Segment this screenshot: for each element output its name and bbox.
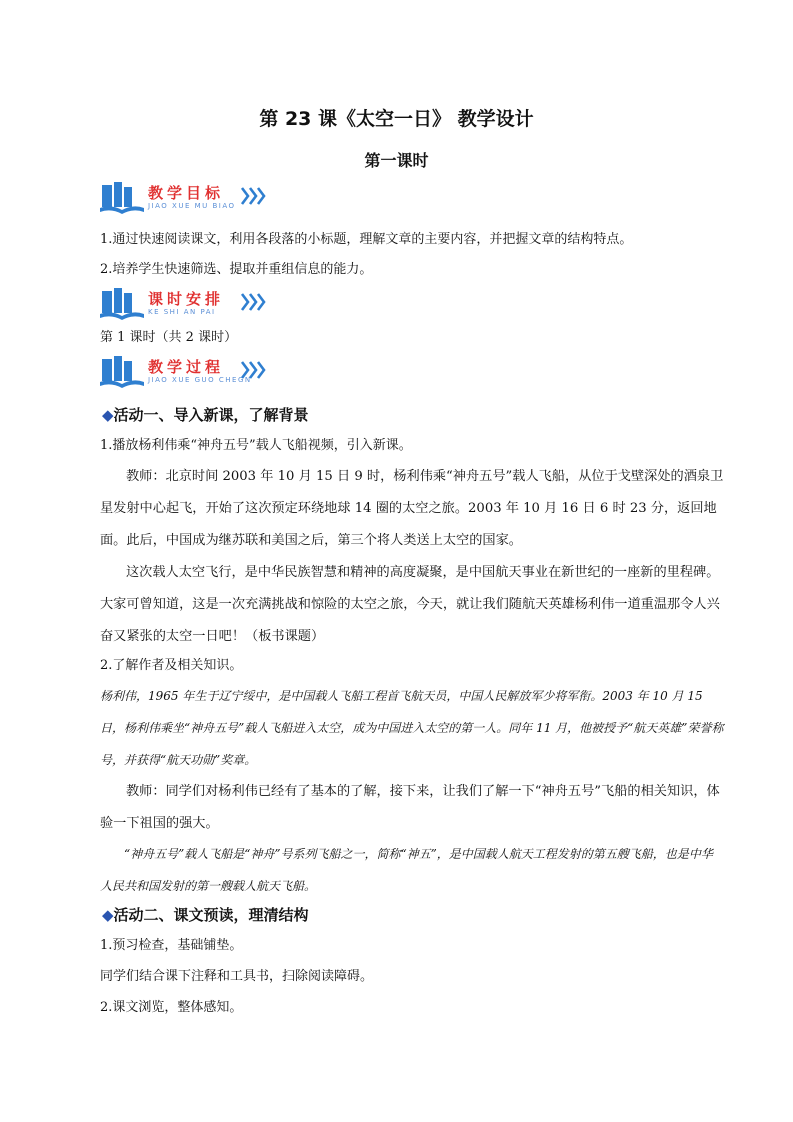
goal-item-1: 1.通过快速阅读课文，利用各段落的小标题，理解文章的主要内容，并把握文章的结构特点。: [100, 232, 633, 247]
banner-pinyin: JIAO XUE MU BIAO: [148, 202, 236, 210]
banner-process: [100, 356, 300, 390]
schedule-text: 第 1 课时（共 2 课时）: [100, 330, 238, 345]
author-note: 杨利伟，1965 年生于辽宁绥中，是中国载人飞船工程首飞航天员，中国人民解放军少将军衔。2003 年 10 月 15 日，杨利伟乘坐“神舟五号”载人飞船进入太空，成为中国进入太空的第一人。同年 11 月，他被授予“航天英雄”荣誉称号，并获得“航天功勋”奖章。: [100, 689, 724, 767]
chevrons-icon: [240, 359, 266, 381]
banner-label: 课时安排: [148, 290, 225, 308]
goal-item-2: 2.培养学生快速筛选、提取并重组信息的能力。: [100, 262, 373, 277]
book-icon: [100, 288, 144, 320]
page-title: 第 23 课《太空一日》 教学设计: [259, 108, 534, 130]
activity-2-step-2: 2.课文浏览，整体感知。: [100, 1000, 243, 1015]
activity-1-paragraph-2: 这次载人太空飞行，是中华民族智慧和精神的高度凝聚，是中国航天事业在新世纪的一座新的里程碑。大家可曾知道，这是一次充满挑战和惊险的太空之旅，今天，就让我们随航天英雄杨利伟一道重温那令人兴奋又紧张的太空一日吧！（板书课题）: [100, 565, 720, 644]
activity-1-heading: [102, 404, 309, 425]
book-icon: [100, 182, 144, 214]
activity-1-paragraph-1: 教师：北京时间 2003 年 10 月 15 日 9 时，杨利伟乘“神舟五号”载人飞船，从位于戈壁深处的酒泉卫星发射中心起飞，开始了这次预定环绕地球 14 圈的太空之旅。2003 年 10 月 16 日 6 时 23 分，返回地面。此后，中国成为继苏联和美国之后，第三个将人类送上太空的国家。: [100, 469, 724, 548]
activity-2-heading: [102, 904, 309, 925]
activity-1-step-2: 2.了解作者及相关知识。: [100, 658, 243, 673]
banner-pinyin: JIAO XUE GUO CHEGN: [148, 376, 252, 384]
page-subtitle: 第一课时: [364, 151, 429, 170]
activity-2-title: 活动二、课文预读，理清结构: [113, 906, 309, 924]
activity-1-paragraph-3: 教师：同学们对杨利伟已经有了基本的了解，接下来，让我们了解一下“神舟五号”飞船的相关知识，体验一下祖国的强大。: [100, 784, 720, 831]
banner-label: 教学过程: [148, 358, 225, 376]
activity-1-title: 活动一、导入新课，了解背景: [113, 406, 309, 424]
chevrons-icon: [240, 185, 266, 207]
banner-label: 教学目标: [148, 184, 225, 202]
diamond-icon: ◆: [102, 906, 114, 924]
activity-1-step-1: 1.播放杨利伟乘“神舟五号”载人飞船视频，引入新课。: [100, 438, 412, 453]
chevrons-icon: [240, 291, 266, 313]
banner-schedule: [100, 288, 300, 322]
banner-teaching-goals: [100, 182, 300, 216]
activity-2-line-1: 同学们结合课下注释和工具书，扫除阅读障碍。: [100, 969, 374, 984]
activity-2-step-1: 1.预习检查，基础铺垫。: [100, 938, 243, 953]
diamond-icon: ◆: [102, 406, 114, 424]
book-icon: [100, 356, 144, 388]
spacecraft-note: “神舟五号”载人飞船是“神舟”号系列飞船之一，简称“神五”，是中国载人航天工程发射的第五艘飞船，也是中华人民共和国发射的第一艘载人航天飞船。: [100, 847, 713, 893]
banner-pinyin: KE SHI AN PAI: [148, 308, 216, 316]
